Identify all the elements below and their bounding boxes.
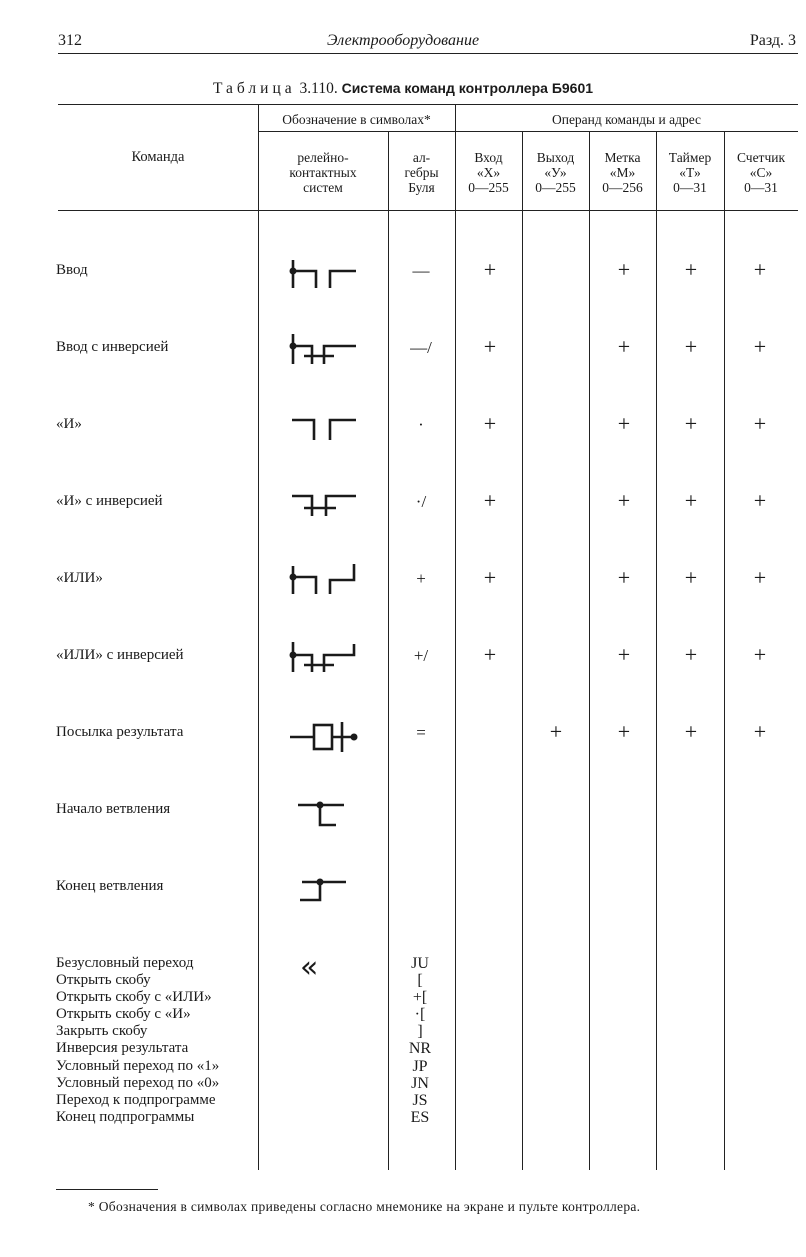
operand-mark-y: + [549,719,563,744]
command-name: Начало ветвления [56,801,171,817]
operand-mark-t: + [684,642,698,667]
other-command-name: Закрыть скобу [56,1023,148,1040]
col-header-input-x [455,150,522,195]
other-command-mnemonic: ES [410,1108,430,1126]
group-header-operand: Операнд команды и адрес [551,112,702,127]
operand-mark-t: + [684,411,698,436]
operand-mark-m: + [617,257,631,282]
group-header-symbols: Обозначение в символах* [282,112,431,127]
operand-mark-x: + [483,488,497,513]
other-command-name: Открыть скобу с «И» [56,1006,191,1023]
footnote: * Обозначения в символах приведены согласно мнемонике на экране и пульте контроллера. [88,1199,641,1214]
operand-mark-m: + [617,334,631,359]
operand-mark-x: + [483,565,497,590]
operand-mark-x: + [483,411,497,436]
boolean-notation: + [416,569,426,588]
boolean-notation: = [416,723,426,742]
col-header-boole-line3: Буля [408,180,435,195]
other-command-mnemonic: [ [417,972,423,990]
col-header-c-line1: Счетчик [736,150,786,165]
other-command-mnemonic: JU [411,955,429,972]
other-command-name: Условный переход по «0» [56,1074,220,1091]
series-inverted-contact-icon [290,488,360,522]
command-name: Ввод [56,262,88,278]
col-header-c-line2: «С» [749,165,773,180]
operand-mark-c: + [753,488,767,513]
col-header-m-line1: Метка [604,150,641,165]
operand-mark-t: + [684,565,698,590]
boolean-notation: ·/ [415,492,427,511]
header-rule [58,53,798,54]
other-command-name: Условный переход по «1» [56,1057,220,1074]
col-header-c-line3: 0—31 [744,180,778,195]
branch-end-icon [296,874,348,908]
operand-mark-m: + [617,488,631,513]
boolean-notation: +/ [413,646,429,665]
col-header-output-y [522,150,589,195]
other-command-mnemonic: JS [412,1091,428,1109]
col-header-boole-line1: ал- [412,150,431,165]
caption-number: 3.110. [299,80,338,97]
parallel-contact-icon [288,560,360,600]
col-header-y-line3: 0—255 [535,180,576,195]
col-header-boole-line2: гебры [404,165,439,180]
boolean-notation: · [418,415,424,434]
col-header-relay-line3: систем [303,180,343,195]
command-name: Посылка результата [56,724,184,740]
col-header-y-line2: «У» [544,165,567,180]
command-name: «И» [56,416,82,432]
operand-mark-m: + [617,642,631,667]
boolean-notation: — [412,261,430,280]
other-command-mnemonic: JP [412,1057,428,1075]
series-contact-icon [290,412,360,442]
operand-mark-c: + [753,565,767,590]
normally-closed-contact-input-icon [288,330,360,370]
command-name: «И» с инверсией [56,493,163,509]
command-name: «ИЛИ» [56,570,103,586]
operand-mark-t: + [684,488,698,513]
col-header-timer-t [656,150,724,195]
operand-mark-t: + [684,719,698,744]
col-header-m-line2: «М» [609,165,636,180]
col-header-relay-line1: релейно- [297,150,349,165]
col-header-x-line2: «Х» [476,165,501,180]
operand-mark-m: + [617,565,631,590]
command-name: Конец ветвления [56,878,164,894]
running-title: Электрооборудование [326,32,480,49]
other-command-name: Безусловный переход [56,955,194,971]
operand-mark-x: + [483,642,497,667]
parallel-inverted-contact-icon [288,638,360,678]
operand-mark-c: + [753,642,767,667]
other-command-name: Инверсия результата [56,1040,189,1057]
other-commands-list [56,955,219,1126]
col-header-x-line3: 0—255 [468,180,509,195]
operand-mark-t: + [684,334,698,359]
jump-chevron-icon: « [300,950,319,985]
operand-mark-c: + [753,257,767,282]
col-header-relay [258,150,388,195]
mnemonics-list [380,955,460,1126]
page-number: 312 [58,32,82,49]
col-header-x-line1: Вход [474,150,503,165]
col-header-relay-line2: контактных [289,165,357,180]
table-caption [0,80,806,98]
operand-mark-c: + [753,719,767,744]
coil-output-icon [288,718,360,758]
command-name: Ввод с инверсией [56,339,169,355]
col-header-t-line3: 0—31 [673,180,707,195]
other-command-name: Открыть скобу [56,972,151,989]
caption-title: Система команд контроллера Б9601 [341,80,594,96]
other-command-name: Переход к подпрограмме [56,1091,216,1108]
footnote-rule [56,1189,158,1190]
col-header-boole [388,150,455,195]
operand-mark-c: + [753,411,767,436]
branch-start-icon [296,796,346,830]
other-command-name: Открыть скобу с «ИЛИ» [56,989,212,1006]
col-header-counter-c [724,150,798,195]
other-command-mnemonic: ·[ [414,1006,426,1024]
col-header-m-line3: 0—256 [602,180,643,195]
other-command-name: Конец подпрограммы [56,1108,195,1125]
col-header-marker-m [589,150,656,195]
col-header-t-line1: Таймер [668,150,712,165]
operand-mark-m: + [617,411,631,436]
operand-mark-c: + [753,334,767,359]
operand-mark-x: + [483,257,497,282]
boolean-notation: —/ [410,338,432,357]
col-header-t-line2: «Т» [679,165,701,180]
operand-mark-m: + [617,719,631,744]
other-command-mnemonic: NR [408,1040,432,1058]
other-command-mnemonic: +[ [412,989,428,1007]
other-command-mnemonic: JN [411,1074,429,1092]
col-header-y-line1: Выход [536,150,575,165]
caption-prefix: Таблица [212,80,296,97]
command-name: «ИЛИ» с инверсией [56,647,184,663]
operand-mark-x: + [483,334,497,359]
col-header-command: Команда [131,149,185,165]
normally-open-contact-input-icon [288,254,360,294]
section-label: Разд. 3 [749,32,796,49]
operand-mark-t: + [684,257,698,282]
other-command-mnemonic: ] [417,1023,423,1041]
